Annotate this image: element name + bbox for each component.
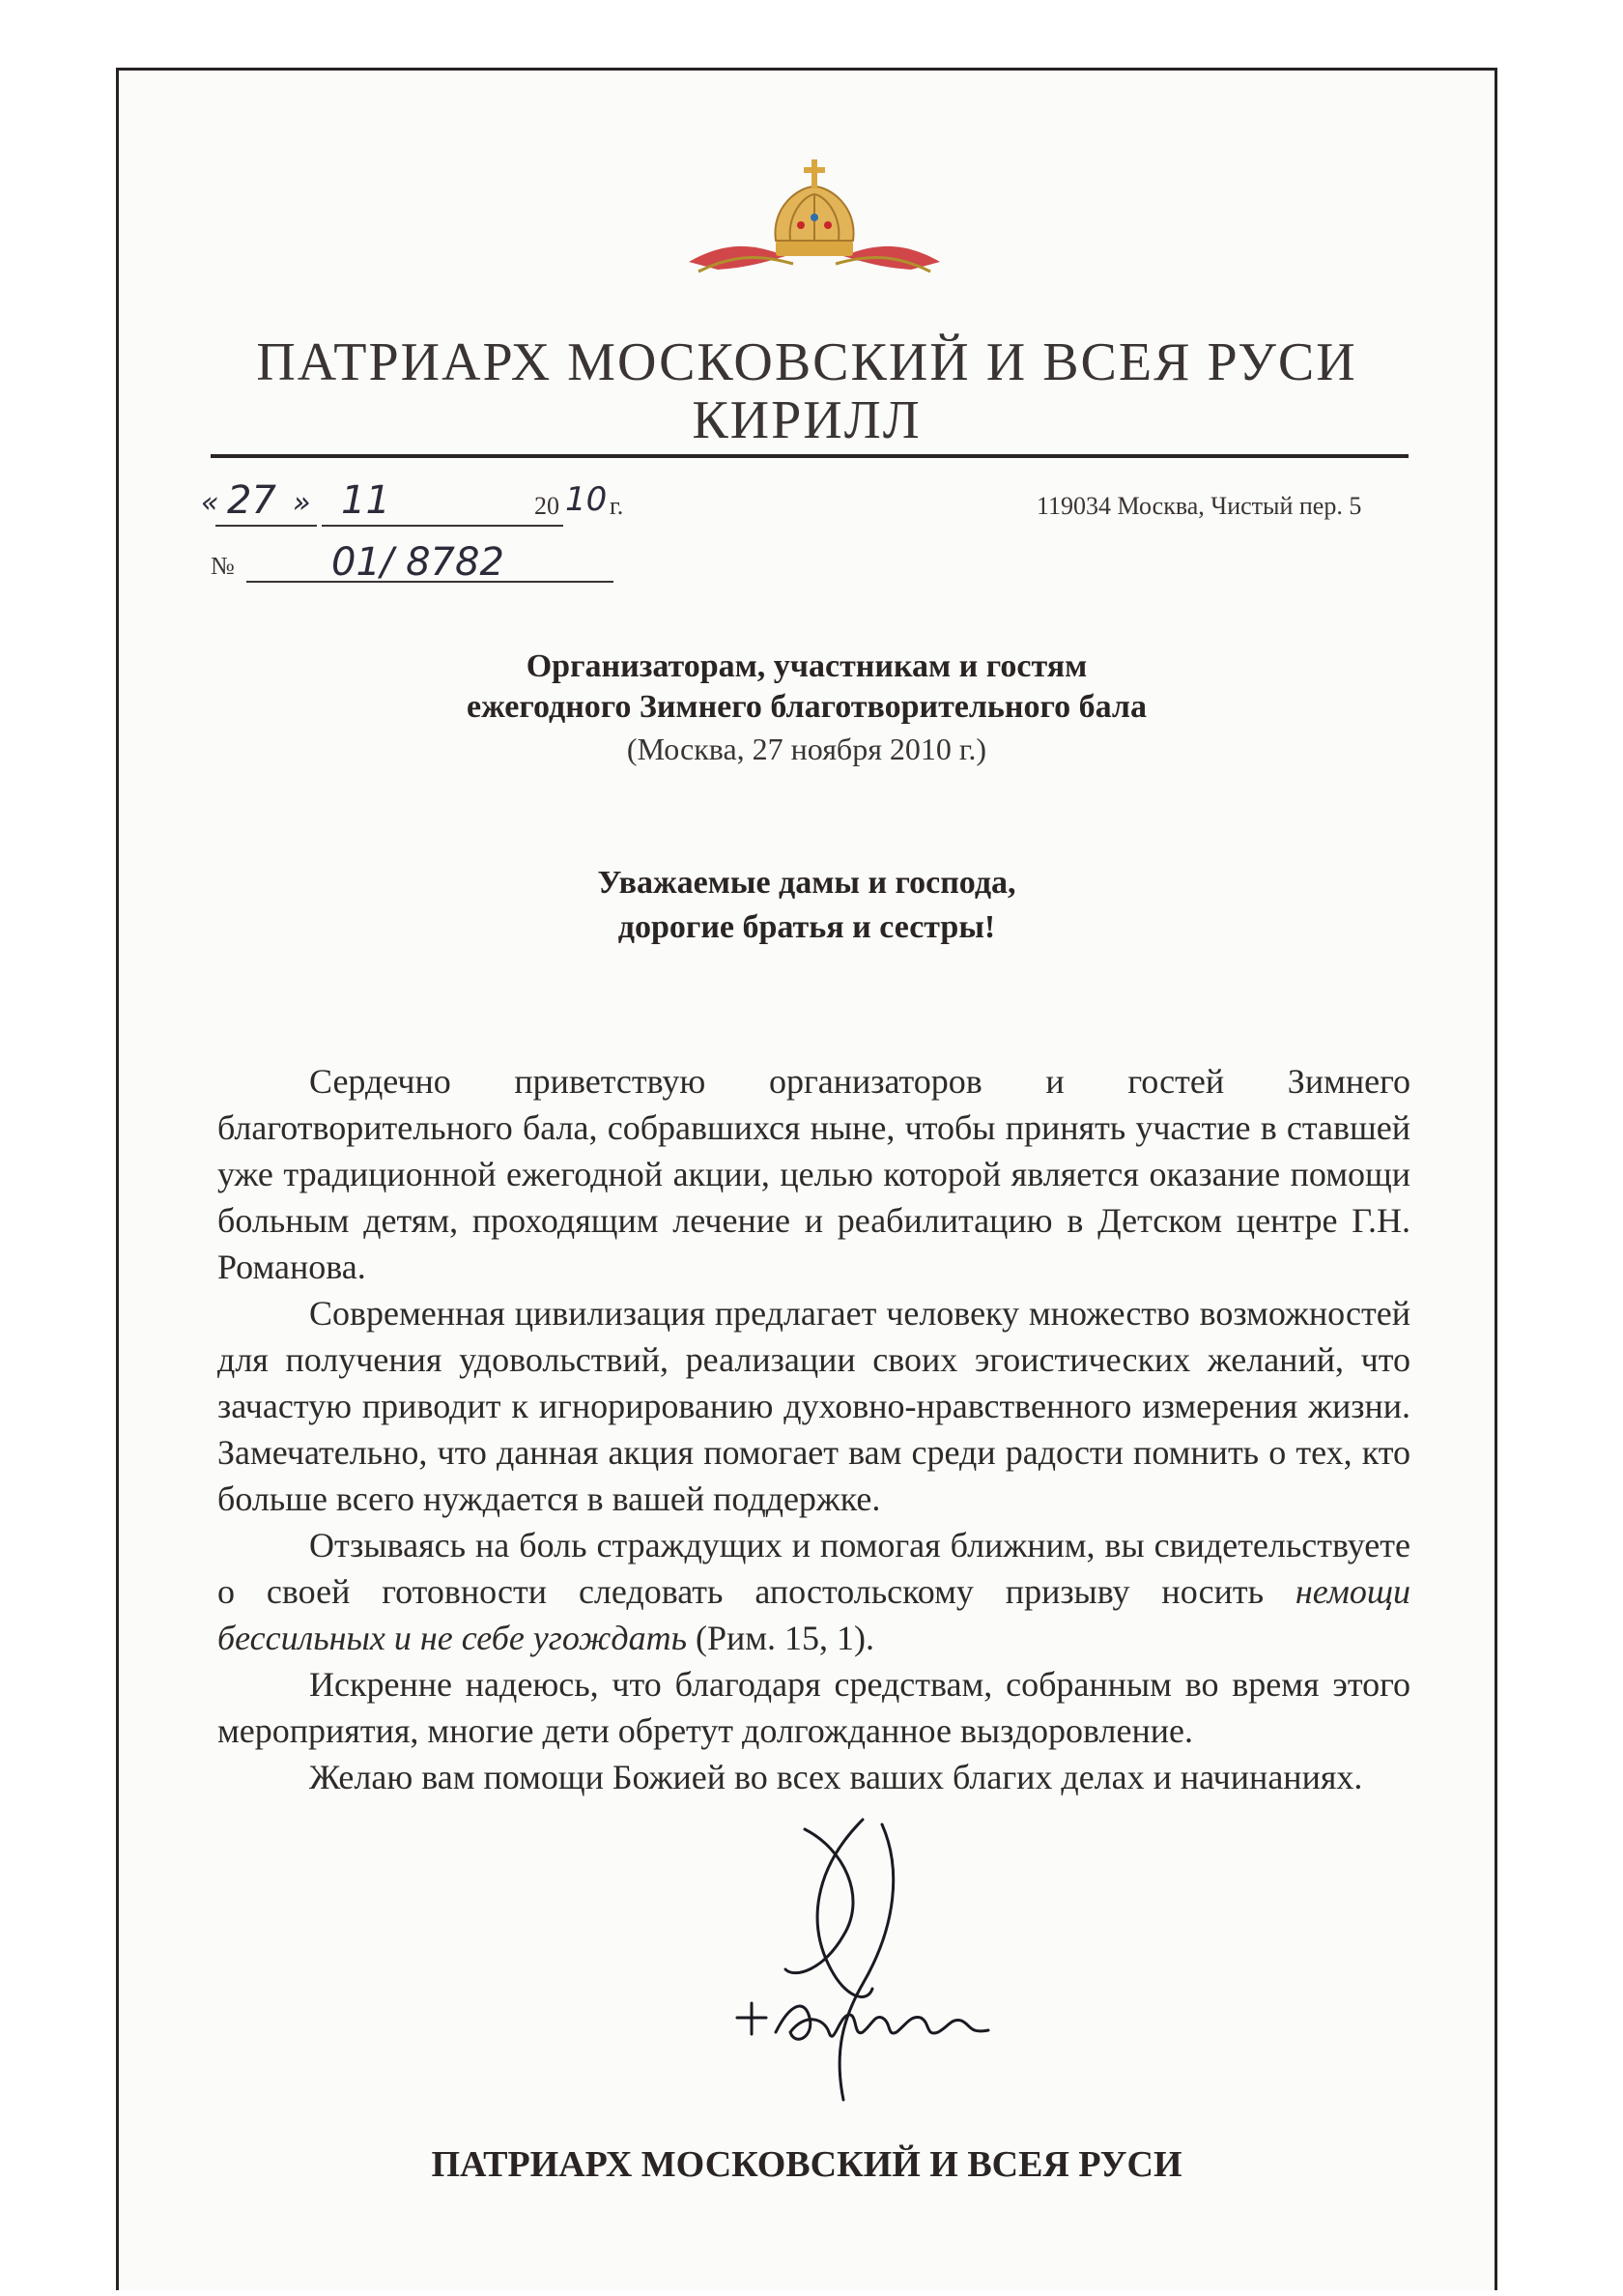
date-day-underline	[215, 525, 317, 527]
date-year-suffix: 10	[565, 480, 608, 519]
paragraph-1: Сердечно приветствую организаторов и гостей Зимнего благотворительного бала, собравшихся ныне, чтобы принять участие в ставшей уже традиционной ежегодной акции, целью которой является оказание помощи больным детям, проходящим лечение и реабилитацию в Детском центре Г.Н. Романова.	[217, 1062, 1410, 1286]
addressee-line-1: Организаторам, участникам и гостям	[526, 648, 1088, 684]
number-label: №	[211, 552, 235, 580]
patriarch-crown-crest-icon	[679, 148, 950, 293]
greeting-line-1: Уважаемые дамы и господа,	[597, 865, 1016, 901]
paragraph-2: Современная цивилизация предлагает человеку множество возможностей для получения удовольствий, реализации своих эгоистических желаний, что зачастую приводит к игнорированию духовно-нравственного измерения жизни. Замечательно, что данная акция помогает вам среди радости помнить о тех, кто больше всего нуждается в вашей поддержке.	[217, 1294, 1410, 1518]
handwritten-signature-icon	[698, 1810, 1046, 2138]
letter-page	[116, 68, 1497, 2290]
letterhead-title: ПАТРИАРХ МОСКОВСКИЙ И ВСЕЯ РУСИ	[256, 332, 1357, 392]
date-open-quote: «	[201, 486, 219, 520]
paragraph-3-start: Отзываясь на боль страждущих и помогая ближним, вы свидетельствуете о своей готовности следовать апостольскому призыву носить	[217, 1526, 1410, 1611]
letterhead-divider	[211, 454, 1409, 458]
scripture-quote: немощи бессильных и не себе угождать	[217, 1572, 1410, 1657]
date-year-unit: г.	[610, 492, 624, 520]
date-year-prefix: 20	[534, 492, 559, 520]
greeting-line-2: дорогие братья и сестры!	[617, 909, 996, 945]
signatory-title: ПАТРИАРХ МОСКОВСКИЙ И ВСЕЯ РУСИ	[431, 2144, 1182, 2185]
date-day: 27	[227, 478, 276, 523]
date-month-underline	[322, 525, 563, 527]
scripture-reference: (Рим. 15, 1).	[687, 1619, 875, 1657]
letter-body	[217, 1058, 1410, 1800]
addressee-line-2: ежегодного Зимнего благотворительного бала	[467, 689, 1147, 725]
number-underline	[246, 581, 613, 583]
date-month: 11	[341, 478, 390, 523]
paragraph-3	[217, 1522, 1410, 1661]
date-close-quote: »	[293, 486, 311, 520]
letterhead-name: КИРИЛЛ	[692, 390, 922, 450]
paragraph-4: Искренне надеюсь, что благодаря средствам, собранным во время этого мероприятия, многие дети обретут долгожданное выздоровление.	[217, 1665, 1410, 1750]
paragraph-5: Желаю вам помощи Божией во всех ваших благих делах и начинаниях.	[309, 1758, 1363, 1796]
addressee-line-3: (Москва, 27 ноября 2010 г.)	[626, 732, 987, 766]
document-number: 01/ 8782	[331, 540, 504, 585]
sender-address: 119034 Москва, Чистый пер. 5	[1037, 492, 1362, 520]
